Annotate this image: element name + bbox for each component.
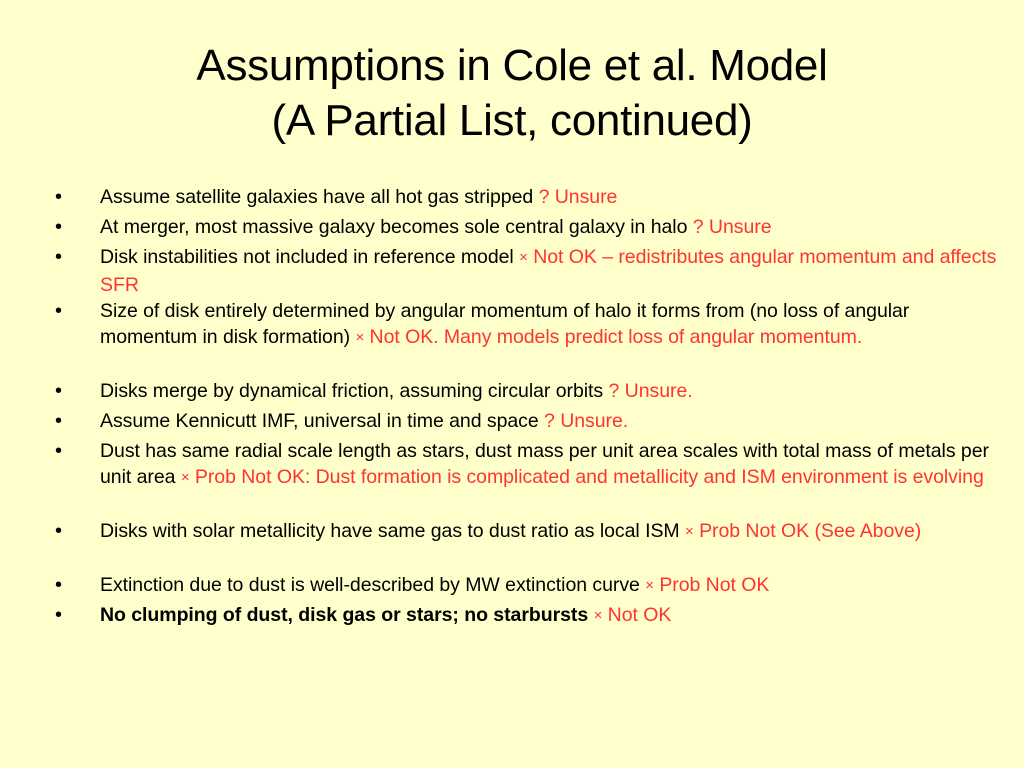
assumption-text-block: [100, 518, 1010, 546]
cross-icon: ×: [593, 607, 603, 624]
bullet-dot: •: [55, 604, 63, 626]
cross-icon: ×: [180, 469, 190, 486]
bullet-dot: •: [55, 520, 63, 542]
cross-icon: ×: [519, 249, 528, 266]
assumption-comment: Prob Not OK (See Above): [699, 520, 922, 542]
assumption-comment: ? Unsure.: [608, 380, 693, 402]
assumption-text-block: [100, 378, 1010, 404]
assumption-comment: Prob Not OK: Dust formation is complicated and metallicity and ISM environment is evolving: [194, 466, 984, 488]
bullet-dot: •: [55, 216, 63, 238]
assumption-text-block: [100, 408, 1010, 434]
assumption-comment: Not OK – redistributes angular momentum and affects SFR: [100, 246, 997, 296]
cross-icon: ×: [355, 329, 365, 346]
assumption-text: Extinction due to dust is well-described by MW extinction curve: [100, 574, 640, 596]
slide-title-line-1: Assumptions in Cole et al. Model: [196, 41, 828, 90]
assumption-text: No clumping of dust, disk gas or stars; no starbursts: [100, 604, 589, 626]
assumption-text-block: [100, 298, 1010, 352]
assumption-comment: ? Unsure.: [544, 410, 629, 432]
assumption-text-block: [100, 602, 1010, 630]
cross-icon: ×: [645, 577, 654, 594]
assumption-text: Disk instabilities not included in reference model: [100, 246, 514, 268]
assumption-text-block: [100, 244, 1010, 298]
bullet-dot: •: [55, 440, 63, 462]
bullet-dot: •: [55, 410, 63, 432]
assumption-comment: ? Unsure: [538, 186, 618, 208]
assumption-comment: ? Unsure: [692, 216, 772, 238]
assumption-text: Size of disk entirely determined by angular momentum of halo it forms from (no loss of angular momentum in disk formation): [100, 300, 910, 348]
assumption-comment: Not OK. Many models predict loss of angular momentum.: [369, 326, 863, 348]
assumption-text-block: [100, 572, 1010, 600]
assumption-text-block: [100, 184, 1010, 210]
assumption-text: Disks with solar metallicity have same gas to dust ratio as local ISM: [100, 520, 680, 542]
bullet-dot: •: [55, 380, 63, 402]
slide-title: [0, 38, 1024, 148]
assumption-comment: Not OK: [607, 604, 672, 626]
slide-title-line-2: (A Partial List, continued): [271, 96, 753, 145]
assumption-text: Disks merge by dynamical friction, assuming circular orbits: [100, 380, 604, 402]
assumption-text: At merger, most massive galaxy becomes sole central galaxy in halo: [100, 216, 688, 238]
bullet-dot: •: [55, 300, 63, 322]
cross-icon: ×: [684, 523, 694, 540]
bullet-dot: •: [55, 186, 63, 208]
assumption-text: Assume satellite galaxies have all hot gas stripped: [100, 186, 534, 208]
assumption-comment: Prob Not OK: [659, 574, 770, 596]
assumption-text-block: [100, 438, 1010, 492]
assumption-text: Assume Kennicutt IMF, universal in time and space: [100, 410, 539, 432]
bullet-dot: •: [55, 574, 63, 596]
bullet-dot: •: [55, 246, 63, 268]
assumption-text-block: [100, 214, 1010, 240]
assumption-text: Dust has same radial scale length as stars, dust mass per unit area scales with total mass of metals per unit area: [100, 440, 989, 488]
